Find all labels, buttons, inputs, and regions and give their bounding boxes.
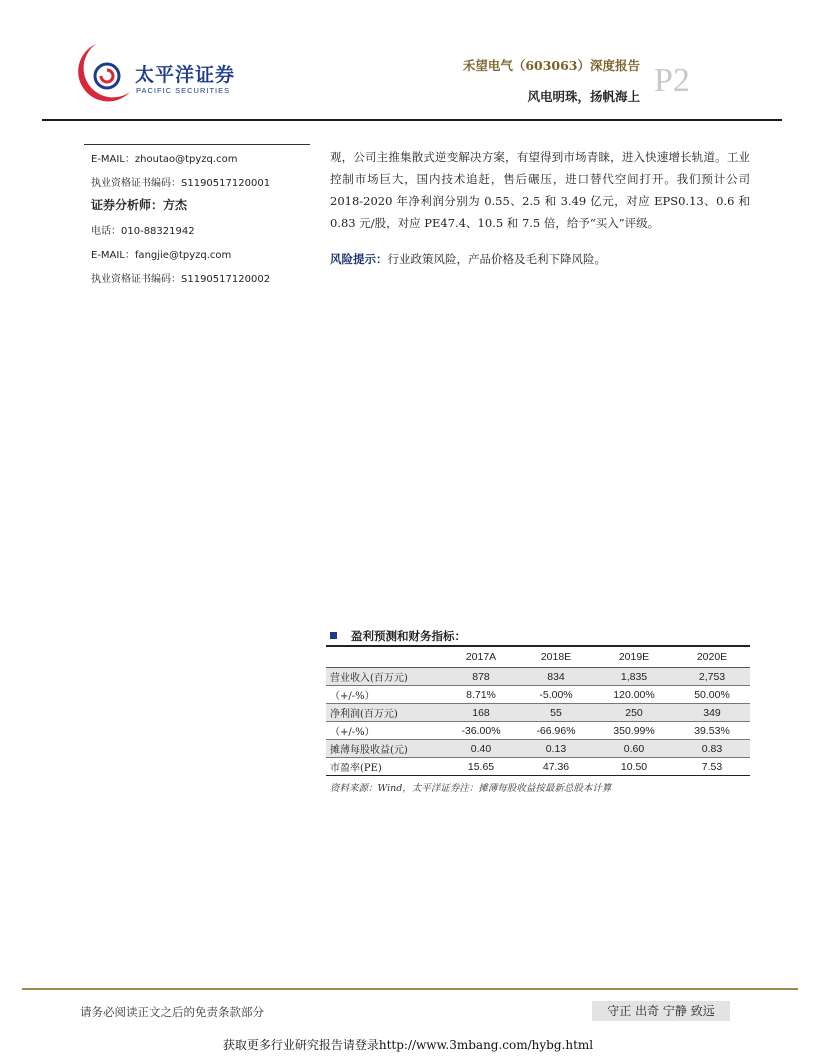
table-cell: -5.00% [518, 686, 594, 704]
table-row [326, 758, 750, 776]
row-label: 摊薄每股收益(元) [326, 740, 444, 758]
table-cell: 120.00% [594, 686, 674, 704]
table-cell: 834 [518, 668, 594, 686]
column-header: 2017A [444, 647, 518, 668]
report-subtitle: 风电明珠，扬帆海上 [527, 89, 640, 104]
column-header [326, 647, 444, 668]
report-title: 禾望电气（603063）深度报告 [462, 58, 640, 73]
table-source-note: 资料来源：Wind，太平洋证券注：摊薄每股收益按最新总股本计算 [330, 783, 612, 794]
table-cell: 55 [518, 704, 594, 722]
footer-motto: 守正 出奇 宁静 致远 [592, 1001, 730, 1021]
table-row [326, 668, 750, 686]
column-header: 2019E [594, 647, 674, 668]
table-cell: 2,753 [674, 668, 750, 686]
table-cell: 7.53 [674, 758, 750, 776]
table-cell: 39.53% [674, 722, 750, 740]
logo-english-name: PACIFIC SECURITIES [136, 86, 231, 95]
footer-disclaimer: 请务必阅读正文之后的免责条款部分 [80, 1005, 264, 1019]
email-zhoutao: E-MAIL：zhoutao@tpyzq.com [91, 154, 238, 165]
table-cell: 250 [594, 704, 674, 722]
table-cell: -66.96% [518, 722, 594, 740]
logo-emblem-icon [78, 44, 130, 101]
table-cell: 0.60 [594, 740, 674, 758]
table-cell: 10.50 [594, 758, 674, 776]
risk-text: 行业政策风险，产品价格及毛利下降风险。 [387, 252, 606, 266]
table-row [326, 740, 750, 758]
phone-fangjie: 电话：010-88321942 [91, 226, 195, 237]
email-fangjie: E-MAIL：fangjie@tpyzq.com [91, 250, 232, 261]
summary-paragraph: 观，公司主推集散式逆变解决方案，有望得到市场青睐，进入快速增长轨道。工业控制市场巨大，国内技术追赶，售后碾压，进口替代空间打开。我们预计公司 2018-2020 年净利润分别为 0.55、2.5 和 3.49 亿元，对应 EPS0.13、0.6 和 0.83 元/股，对应 PE47.4、10.5 和 7.5 倍，给予“买入”评级。 [330, 150, 750, 230]
table-cell: 1,835 [594, 668, 674, 686]
table-cell: 349 [674, 704, 750, 722]
footer-divider [22, 988, 798, 990]
table-cell: 0.40 [444, 740, 518, 758]
header-divider [42, 119, 782, 121]
table-cell: 0.13 [518, 740, 594, 758]
license-zhoutao: 执业资格证书编码：S1190517120001 [91, 178, 271, 189]
risk-label: 风险提示： [330, 252, 388, 266]
left-column-divider [84, 144, 310, 145]
page-number: P2 [654, 62, 690, 99]
row-label: （+/-%） [326, 686, 444, 704]
logo-chinese-name: 太平洋证券 [135, 64, 236, 86]
column-header: 2020E [674, 647, 750, 668]
row-label: 营业收入(百万元) [326, 668, 444, 686]
row-label: （+/-%） [326, 722, 444, 740]
table-cell: 350.99% [594, 722, 674, 740]
row-label: 净利润(百万元) [326, 704, 444, 722]
table-cell: 168 [444, 704, 518, 722]
table-title-text: 盈利预测和财务指标： [351, 629, 466, 643]
table-row [326, 722, 750, 740]
risk-warning [330, 248, 770, 270]
row-label: 市盈率(PE) [326, 758, 444, 776]
table-cell: 47.36 [518, 758, 594, 776]
table-cell: 0.83 [674, 740, 750, 758]
table-row [326, 686, 750, 704]
table-cell: -36.00% [444, 722, 518, 740]
square-bullet-icon [330, 632, 337, 639]
footer-download-link[interactable]: 获取更多行业研究报告请登录http://www.3mbang.com/hybg.html [222, 1038, 594, 1052]
financial-forecast-table [326, 647, 750, 776]
table-cell: 15.65 [444, 758, 518, 776]
table-cell: 50.00% [674, 686, 750, 704]
table-header-row [326, 647, 750, 668]
analyst-name: 证券分析师：方杰 [91, 198, 188, 212]
table-title [330, 628, 466, 644]
table-cell: 8.71% [444, 686, 518, 704]
license-fangjie: 执业资格证书编码：S1190517120002 [91, 274, 271, 285]
table-cell: 878 [444, 668, 518, 686]
column-header: 2018E [518, 647, 594, 668]
table-row [326, 704, 750, 722]
